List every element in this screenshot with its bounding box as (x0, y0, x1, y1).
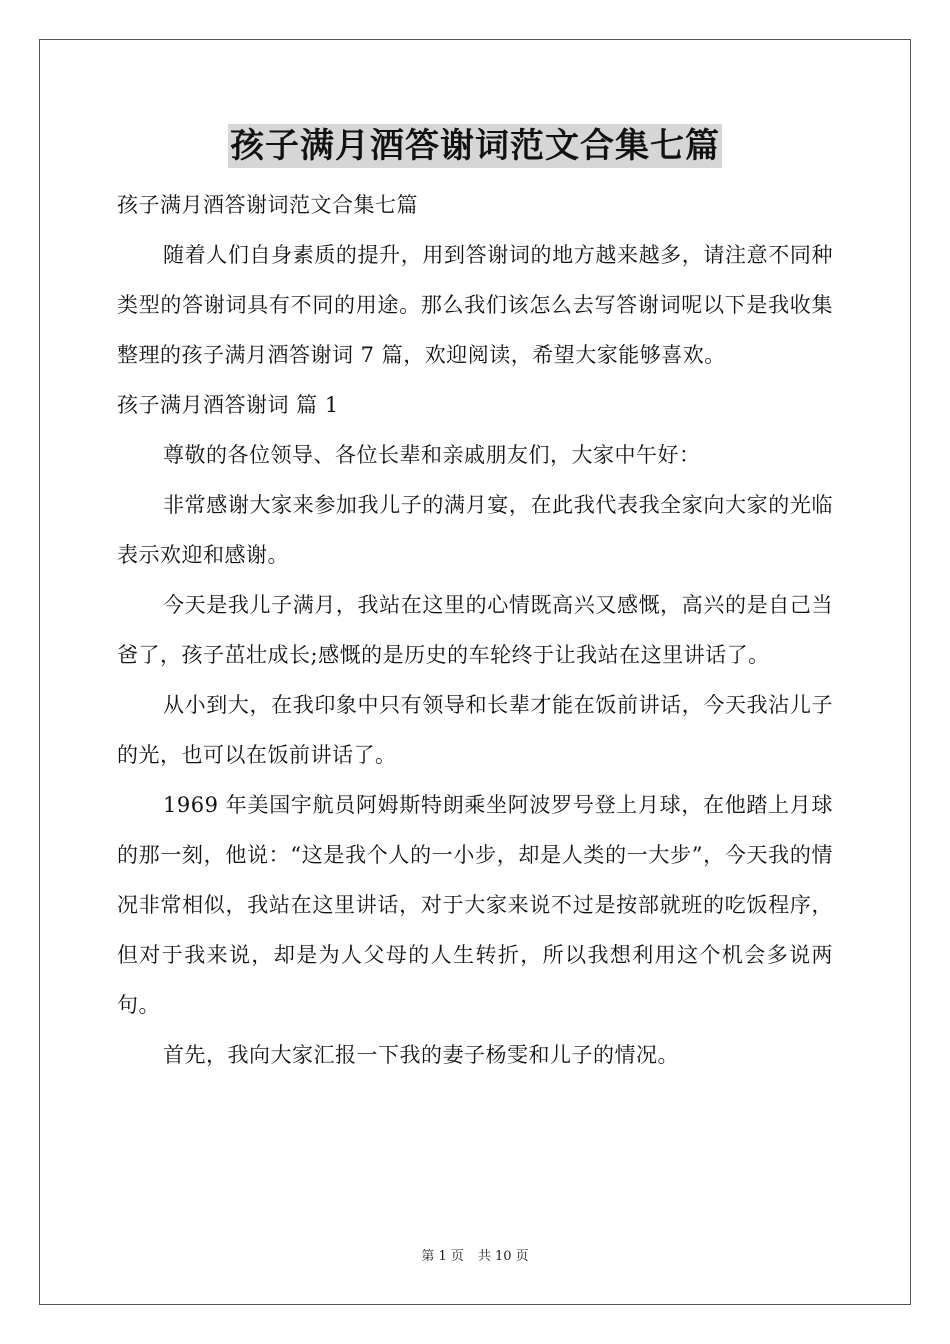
paragraph: 1969 年美国宇航员阿姆斯特朗乘坐阿波罗号登上月球，在他踏上月球的那一刻，他说：“这是我个人的一小步，却是人类的一大步”，今天我的情况非常相似，我站在这里讲话，对于大家来说不过是按部就班的吃饭程序，但对于我来说，却是为人父母的人生转折，所以我想利用这个机会多说两句。 (117, 793, 833, 1017)
paragraph: 首先，我向大家汇报一下我的妻子杨雯和儿子的情况。 (163, 1043, 679, 1067)
paragraph: 今天是我儿子满月，我站在这里的心情既高兴又感慨，高兴的是自己当爸了，孩子茁壮成长;感慨的是历史的车轮终于让我站在这里讲话了。 (117, 593, 833, 667)
document-body (117, 180, 833, 1080)
page-footer (0, 1248, 950, 1266)
document-title: 孩子满月酒答谢词范文合集七篇 (230, 126, 720, 166)
page-number: 第 1 页 (421, 1249, 464, 1264)
paragraph: 尊敬的各位领导、各位长辈和亲戚朋友们，大家中午好： (163, 443, 701, 467)
paragraph: 非常感谢大家来参加我儿子的满月宴，在此我代表我全家向大家的光临表示欢迎和感谢。 (117, 493, 833, 567)
paragraph: 从小到大，在我印象中只有领导和长辈才能在饭前讲话，今天我沾儿子的光，也可以在饭前讲话了。 (117, 693, 833, 767)
paragraph: 随着人们自身素质的提升，用到答谢词的地方越来越多，请注意不同种类型的答谢词具有不同的用途。那么我们该怎么去写答谢词呢以下是我收集整理的孩子满月酒答谢词 7 篇，欢迎阅读，希望大家能够喜欢。 (117, 243, 833, 367)
page-total: 共 10 页 (477, 1249, 529, 1264)
title-container (0, 124, 950, 168)
section-heading: 孩子满月酒答谢词 篇 1 (117, 393, 339, 417)
paragraph: 孩子满月酒答谢词范文合集七篇 (117, 193, 418, 217)
